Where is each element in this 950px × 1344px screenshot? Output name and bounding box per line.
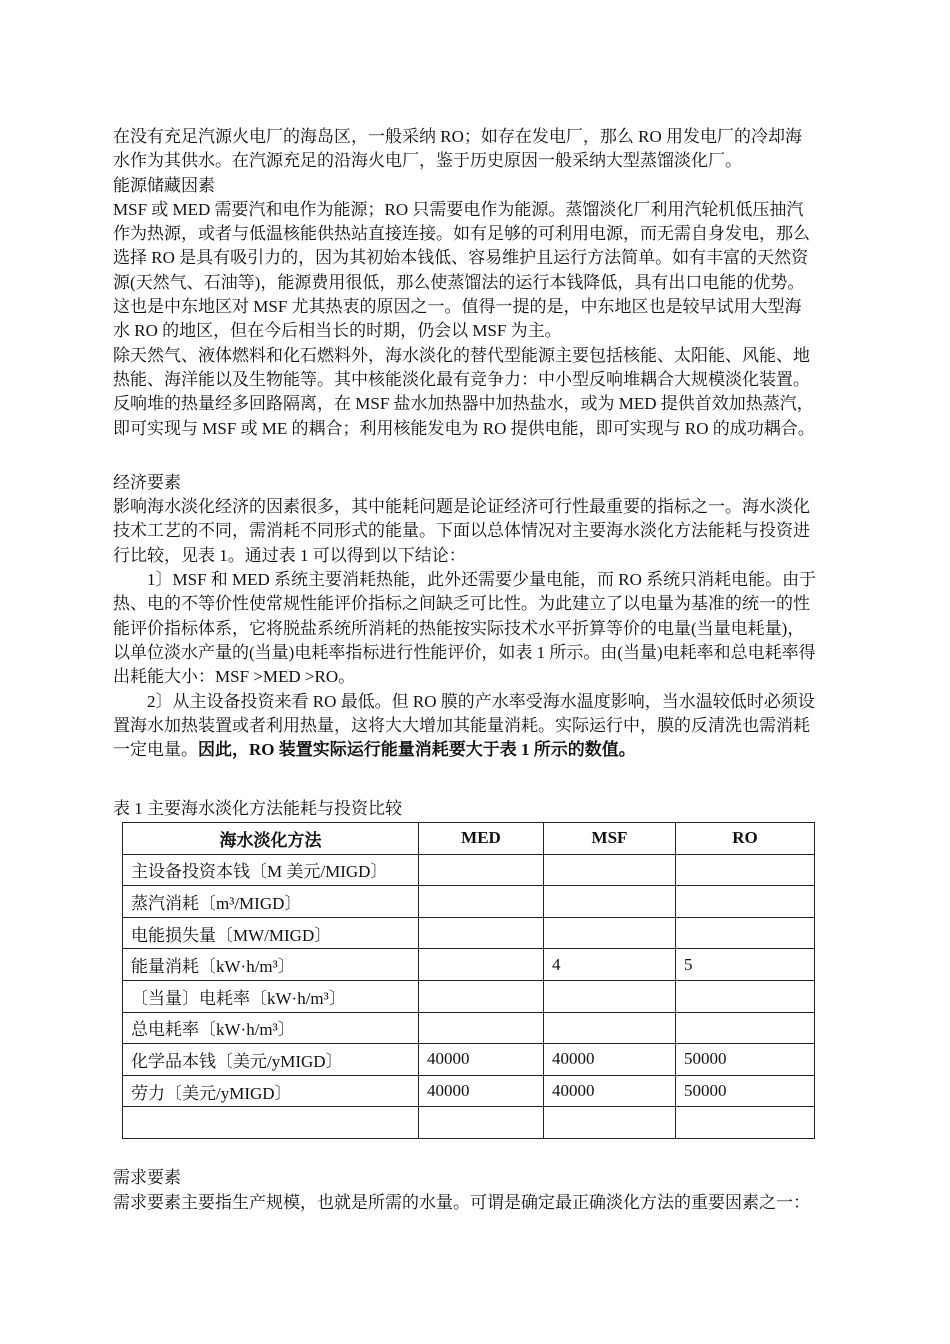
row-label-cell: 总电耗率〔kW·h/m³〕 (123, 1012, 419, 1044)
value-cell (544, 917, 676, 949)
paragraph-line: 即可实现与 MSF 或 ME 的耦合；利用核能发电为 RO 提供电能，即可实现与 RO 的成功耦合。 (113, 418, 815, 438)
paragraph-line: 置海水加热装置或者利用热量，这将大大增加其能量消耗。实际运行中，膜的反清洗也需消耗 (113, 715, 810, 735)
paragraph-line: 热能、海洋能以及生物能等。其中核能淡化最有竞争力：中小型反响堆耦合大规模淡化装置。 (113, 369, 810, 389)
value-cell (676, 886, 815, 918)
paragraph-line: 选择 RO 是具有吸引力的，因为其初始本钱低、容易维护且运行方法简单。如有丰富的天然资 (113, 248, 809, 268)
value-cell: 40000 (544, 1075, 676, 1107)
section-heading-economy: 经济要素 (113, 472, 181, 492)
table-row (123, 1075, 815, 1107)
paragraph-line: 能评价指标体系，它将脱盐系统所消耗的热能按实际技术水平折算等价的电量(当量电耗量)， (113, 618, 805, 638)
table-row (123, 1012, 815, 1044)
value-cell: 40000 (419, 1044, 544, 1076)
value-cell: 4 (544, 949, 676, 981)
paragraph-line (113, 738, 833, 762)
row-label-cell (123, 1107, 419, 1139)
value-cell: 40000 (544, 1044, 676, 1076)
row-label-cell: 化学品本钱〔美元/yMIGD〕 (123, 1044, 419, 1076)
value-cell (544, 886, 676, 918)
value-cell (419, 886, 544, 918)
paragraph-line: 水 RO 的地区，但在今后相当长的时期，仍会以 MSF 为主。 (113, 321, 562, 341)
table-caption: 表 1 主要海水淡化方法能耗与投资比较 (113, 799, 402, 818)
comparison-table (122, 822, 815, 1139)
value-cell: 40000 (419, 1075, 544, 1107)
paragraph-line: 在没有充足汽源火电厂的海岛区，一般采纳 RO；如存在发电厂，那么 RO 用发电厂的冷却海 (113, 127, 802, 146)
value-cell (419, 980, 544, 1012)
value-cell (676, 1012, 815, 1044)
paragraph-line: 这也是中东地区对 MSF 尤其热衷的原因之一。值得一提的是，中东地区也是较早试用大型海 (113, 297, 802, 317)
bold-conclusion: 因此，RO 装置实际运行能量消耗要大于表 1 所示的数值。 (198, 740, 636, 760)
section-heading-energy: 能源储藏因素 (113, 175, 215, 195)
value-cell (676, 854, 815, 886)
table-row (123, 886, 815, 918)
paragraph-line: 1〕MSF 和 MED 系统主要消耗热能，此外还需要少量电能，而 RO 系统只消耗电能。由于 (147, 570, 817, 590)
table-row (123, 917, 815, 949)
table-header-row (123, 823, 815, 855)
paragraph-line: 2〕从主设备投资来看 RO 最低。但 RO 膜的产水率受海水温度影响，当水温较低时必须设 (147, 691, 815, 711)
value-cell (544, 980, 676, 1012)
value-cell (676, 1107, 815, 1139)
table-row (123, 980, 815, 1012)
value-cell (419, 1012, 544, 1044)
row-label-cell: 电能损失量〔MW/MIGD〕 (123, 917, 419, 949)
header-cell: RO (676, 823, 815, 855)
value-cell (544, 1107, 676, 1139)
value-cell (419, 949, 544, 981)
value-cell (419, 1107, 544, 1139)
value-cell (419, 854, 544, 886)
paragraph-line: 技术工艺的不同，需消耗不同形式的能量。下面以总体情况对主要海水淡化方法能耗与投资进 (113, 521, 810, 541)
header-cell: MSF (544, 823, 676, 855)
row-label-cell: 蒸汽消耗〔m³/MIGD〕 (123, 886, 419, 918)
header-cell: MED (419, 823, 544, 855)
paragraph-line: 出耗能大小：MSF >MED >RO。 (113, 667, 356, 687)
header-cell: 海水淡化方法 (123, 823, 419, 855)
paragraph-line: 影响海水淡化经济的因素很多，其中能耗问题是论证经济可行性最重要的指标之一。海水淡化 (113, 497, 810, 517)
value-cell: 50000 (676, 1075, 815, 1107)
paragraph-line: 水作为其供水。在汽源充足的沿海火电厂，鉴于历史原因一般采纳大型蒸馏淡化厂。 (113, 151, 742, 171)
value-cell (544, 854, 676, 886)
row-label-cell: 能量消耗〔kW·h/m³〕 (123, 949, 419, 981)
paragraph-line: 源(天然气、石油等)，能源费用很低，那么使蒸馏法的运行本钱降低，具有出口电能的优势。 (113, 272, 805, 292)
row-label-cell: 劳力〔美元/yMIGD〕 (123, 1075, 419, 1107)
table-row (123, 1107, 815, 1139)
row-label-cell: 〔当量〕电耗率〔kW·h/m³〕 (123, 980, 419, 1012)
table-row (123, 854, 815, 886)
table-row (123, 1044, 815, 1076)
paragraph-line: 以单位淡水产量的(当量)电耗率指标进行性能评价，如表 1 所示。由(当量)电耗率和总电耗率得 (113, 642, 816, 662)
document-body (113, 125, 833, 762)
paragraph-line: 反响堆的热量经多回路隔离，在 MSF 盐水加热器中加热盐水，或为 MED 提供首效加热蒸汽， (113, 394, 814, 414)
value-cell (544, 1012, 676, 1044)
value-cell: 50000 (676, 1044, 815, 1076)
paragraph-line: MSF 或 MED 需要汽和电作为能源；RO 只需要电作为能源。蒸馏淡化厂利用汽轮机低压抽汽 (113, 199, 804, 219)
value-cell: 5 (676, 949, 815, 981)
plain-text: 一定电量。 (113, 740, 198, 760)
value-cell (419, 917, 544, 949)
table-row (123, 949, 815, 981)
paragraph-line: 行比较，见表 1。通过表 1 可以得到以下结论： (113, 545, 466, 565)
value-cell (676, 917, 815, 949)
paragraph-line: 作为热源，或者与低温核能供热站直接连接。如有足够的可利用电源，而无需自身发电，那么 (113, 224, 810, 244)
paragraph-line: 除天然气、液体燃料和化石燃料外，海水淡化的替代型能源主要包括核能、太阳能、风能、地 (113, 345, 810, 365)
value-cell (676, 980, 815, 1012)
row-label-cell: 主设备投资本钱〔M 美元/MIGD〕 (123, 854, 419, 886)
section-heading-demand: 需求要素 (113, 1168, 181, 1187)
paragraph-line: 需求要素主要指生产规模，也就是所需的水量。可谓是确定最正确淡化方法的重要因素之一： (113, 1193, 810, 1212)
demand-section (113, 1165, 810, 1215)
paragraph-line: 热、电的不等价性使常规性能评价指标之间缺乏可比性。为此建立了以电量为基准的统一的性 (113, 594, 810, 614)
